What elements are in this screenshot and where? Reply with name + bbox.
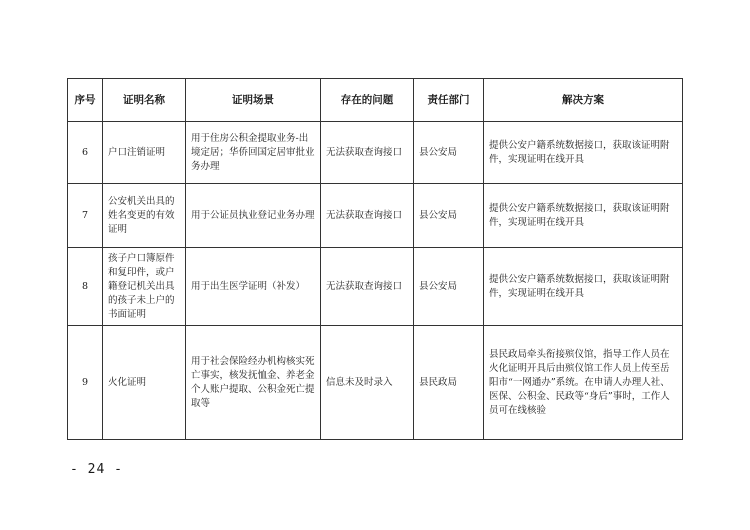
header-name: 证明名称 [103,79,186,122]
solution: 县民政局牵头衔接殡仪馆，指导工作人员在火化证明开具后由殡仪馆工作人员上传至岳阳市“一网通办”系统。在申请人办理人社、医保、公积金、民政等“身后”事时，工作人员可在线核验 [484,326,683,440]
existing-problem: 无法获取查询接口 [321,248,414,326]
row-number: 8 [68,248,103,326]
certificate-scene: 用于社会保险经办机构核实死亡事实，核发抚恤金、养老金个人账户提取、公积金死亡提取等 [186,326,321,440]
header-solution: 解决方案 [484,79,683,122]
responsible-dept: 县公安局 [414,184,484,248]
responsible-dept: 县公安局 [414,248,484,326]
table-row [68,122,683,184]
table-header-row [68,79,683,122]
row-number: 6 [68,122,103,184]
responsible-dept: 县民政局 [414,326,484,440]
solution: 提供公安户籍系统数据接口，获取该证明附件，实现证明在线开具 [484,122,683,184]
header-problem: 存在的问题 [321,79,414,122]
certificate-name: 孩子户口簿原件和复印件，或户籍登记机关出具的孩子未上户的书面证明 [103,248,186,326]
header-dept: 责任部门 [414,79,484,122]
certificate-scene: 用于住房公积金提取业务-出境定居；华侨回国定居审批业务办理 [186,122,321,184]
existing-problem: 无法获取查询接口 [321,184,414,248]
solution: 提供公安户籍系统数据接口，获取该证明附件，实现证明在线开具 [484,184,683,248]
table-row [68,248,683,326]
certificate-scene: 用于公证员执业登记业务办理 [186,184,321,248]
solution: 提供公安户籍系统数据接口，获取该证明附件，实现证明在线开具 [484,248,683,326]
header-scene: 证明场景 [186,79,321,122]
certificate-name: 公安机关出具的姓名变更的有效证明 [103,184,186,248]
certificate-scene: 用于出生医学证明（补发） [186,248,321,326]
header-no: 序号 [68,79,103,122]
table-row [68,184,683,248]
table-row [68,326,683,440]
page-number: - 24 - [70,462,123,477]
certificate-table [67,78,683,440]
row-number: 9 [68,326,103,440]
existing-problem: 无法获取查询接口 [321,122,414,184]
certificate-name: 火化证明 [103,326,186,440]
row-number: 7 [68,184,103,248]
certificate-name: 户口注销证明 [103,122,186,184]
responsible-dept: 县公安局 [414,122,484,184]
existing-problem: 信息未及时录入 [321,326,414,440]
